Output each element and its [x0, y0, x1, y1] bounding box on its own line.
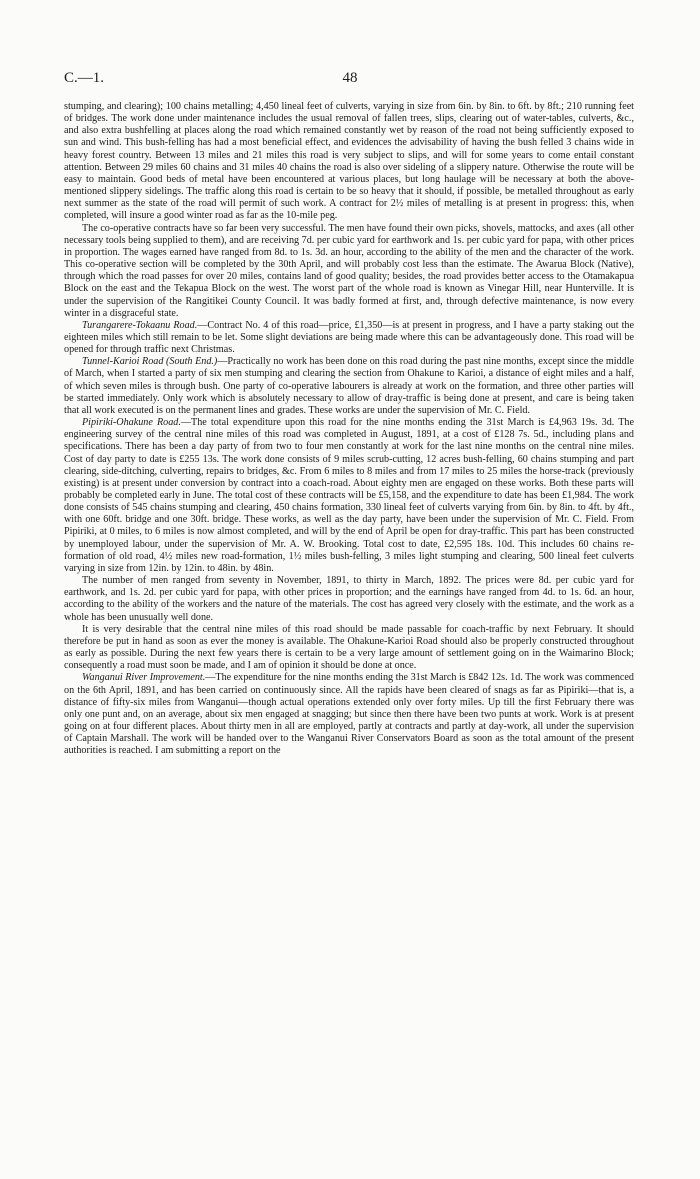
paragraph — [64, 624, 634, 673]
paragraph-text: The co-operative contracts have so far been very successful. The men have found their own picks, shovels, mattocks, and axes (all other necessary tools being supplied to them), and are receiving 7d. per cubic yard for earthwork and 1s. per cubic yard for papa, with other prices in proportion. The wages earned have ranged from 8d. to 1s. 3d. an hour, according to the ability of the men and the character of the work. This co-operative section will be completed by the 30th April, and will probably cost less than the estimate. The Awarua Block (Native), through which the road passes for over 20 miles, contains land of good quality; besides, the road provides better access to the Otamakapua Block on the east and the Tekapua Block on the west. The worst part of the whole road is known as Vinegar Hill, near Hunterville. It is under the supervision of the Rangitikei County Council. It was badly formed at first, and, through defective maintenance, is now every winter in a disgraceful state. — [64, 222, 634, 319]
paragraph-text: —Practically no work has been done on this road during the past nine months, except since the middle of March, when I started a party of six men stumping and clearing the section from Ohakune to Karioi, a distance of eight miles and a half, of which seven miles is through bush. One party of co-operative labourers is already at work on the formation, and three other parties will be started immediately. Only work which is absolutely necessary to allow of dray-traffic is being done at present, and care is being taken that all work executed is on the permanent lines and grades. These works are under the supervision of Mr. C. Field. — [64, 356, 634, 416]
paragraph-text: stumping, and clearing); 100 chains metalling; 4,450 lineal feet of culverts, varying in size from 6in. by 8in. to 6ft. by 8ft.; 210 running feet of bridges. The work done under maintenance includes the usual removal of fallen trees, slips, clearing out of water-tables, culverts, &c., and also extra bushfelling at places along the road which remained constantly wet by reason of the road not being sufficiently exposed to sun and wind. This bush-felling has had a most beneficial effect, and evidences the advisability of having the bush felled 3 chains wide in heavy forest country. Between 13 miles and 21 miles this road is very subject to slips, and will for some years to come entail constant attention. Between 29 miles 60 chains and 31 miles 40 chains the road is also over sideling of a slippery nature. Otherwise the route will be easy to maintain. Good beds of metal have been encountered at various places, but long haulage will be necessary at both the above-mentioned slippery sidelings. The traffic along this road is certain to be so heavy that it should, if possible, be metalled throughout as early next summer as the state of the road will permit of such work. A contract for 2½ miles of metalling is at present in progress: this, when completed, will insure a good winter road as far as the 10-mile peg. — [64, 101, 634, 222]
paragraph-text: —The total expenditure upon this road for the nine months ending the 31st March is £4,963 19s. 3d. The engineering survey of the central nine miles of this road was completed in August, 1891, at a cost of £128 7s. 5d., including plans and specifications. There has been a day party of from two to four men constantly at work for the last nine months on the central nine miles. Cost of day party to date is £255 13s. The work done consists of 9 miles scrub-cutting, 12 acres bush-felling, 60 chains stumping and part clearing, side-ditching, culverting, repairs to bridges, &c. From 6 miles to 8 miles and from 17 miles to 25 miles the horse-track (previously existing) is at present under conversion by contract into a coach-road. About eighty men are engaged on these works. Both these parts will probably be completed early in June. The total cost of these contracts will be £5,158, and the expenditure to date has been £1,984. The work done consists of 545 chains stumping and clearing, 450 chains formation, 330 lineal feet of culverts varying from 6in. by 8in. to 4ft. by 4ft., with one 60ft. bridge and one 30ft. bridge. These works, as well as the day party, have been under the supervision of Mr. C. Field. From Pipiriki, at 0 miles, to 6 miles is now almost completed, and will by the end of April be open for dray-traffic. This part has been constructed by unemployed labour, under the supervision of Mr. A. W. Brooking. Total cost to date, £2,595 18s. 10d. This includes 60 chains re-formation of old road, 4½ miles new road-formation, 1½ miles bush-felling, 3 miles light stumping and clearing, 500 lineal feet culverts varying in size from 12in. by 12in. to 48in. by 48in. — [64, 417, 634, 574]
paragraph — [64, 101, 634, 223]
page-number: 48 — [342, 70, 358, 86]
paragraph — [64, 672, 634, 757]
paragraph-text: —The expenditure for the nine months ending the 31st March is £842 12s. 1d. The work was commenced on the 6th April, 1891, and has been carried on continuously since. All the rapids have been cleared of snags as far as Pipiriki—that is, a distance of fifty-six miles from Wanganui—though actual operations extended only over forty miles. Up till the first February there was only one punt and, on an average, about six men engaged at snagging; but since then there have been two punts at work. Work is at present going on at four different places. About thirty men in all are employed, partly at contracts and partly at day-work, all under the supervision of Captain Marshall. The work will be handed over to the Wanganui River Conservators Board as soon as the total amount of the present authorities is reached. I am submitting a report on the — [64, 672, 634, 757]
paragraph — [64, 223, 634, 320]
document-body — [64, 101, 634, 757]
paragraph — [64, 417, 634, 575]
paragraph — [64, 575, 634, 624]
section-heading: Turangarere-Tokaanu Road. — [82, 319, 198, 331]
paragraph — [64, 356, 634, 417]
paragraph-text: The number of men ranged from seventy in November, 1891, to thirty in March, 1892. The prices were 8d. per cubic yard for earthwork, and 1s. 2d. per cubic yard for papa, with other prices in proportion; and the earnings have ranged from 4d. to 1s. 6d. an hour, according to the ability of the workers and the nature of the materials. The cost has agreed very closely with the estimate, and the work as a whole has been unusually well done. — [64, 575, 634, 623]
section-heading: Tunnel-Karioi Road (South End.) — [82, 356, 218, 368]
section-heading: Pipiriki-Ohakune Road. — [82, 417, 181, 429]
section-heading: Wanganui River Improvement. — [82, 672, 206, 684]
paragraph-text: It is very desirable that the central nine miles of this road should be made passable for coach-traffic by next February. It should therefore be put in hand as soon as ever the money is available. The Ohakune-Karioi Road should also be properly constructed throughout as early as possible. During the next few years there is certain to be a very large amount of settlement going on in the Waimarino Block; consequently a road must soon be made, and I am of opinion it should be done at once. — [64, 623, 634, 672]
paragraph — [64, 320, 634, 356]
document-reference: C.—1. — [64, 70, 105, 86]
page-header — [64, 70, 636, 92]
paragraph-text: —Contract No. 4 of this road—price, £1,350—is at present in progress, and I have a party staking out the eighteen miles which still remain to be let. Some slight deviations are being made where this can be advantageously done. This road will be opened for through traffic next Christmas. — [64, 319, 634, 356]
